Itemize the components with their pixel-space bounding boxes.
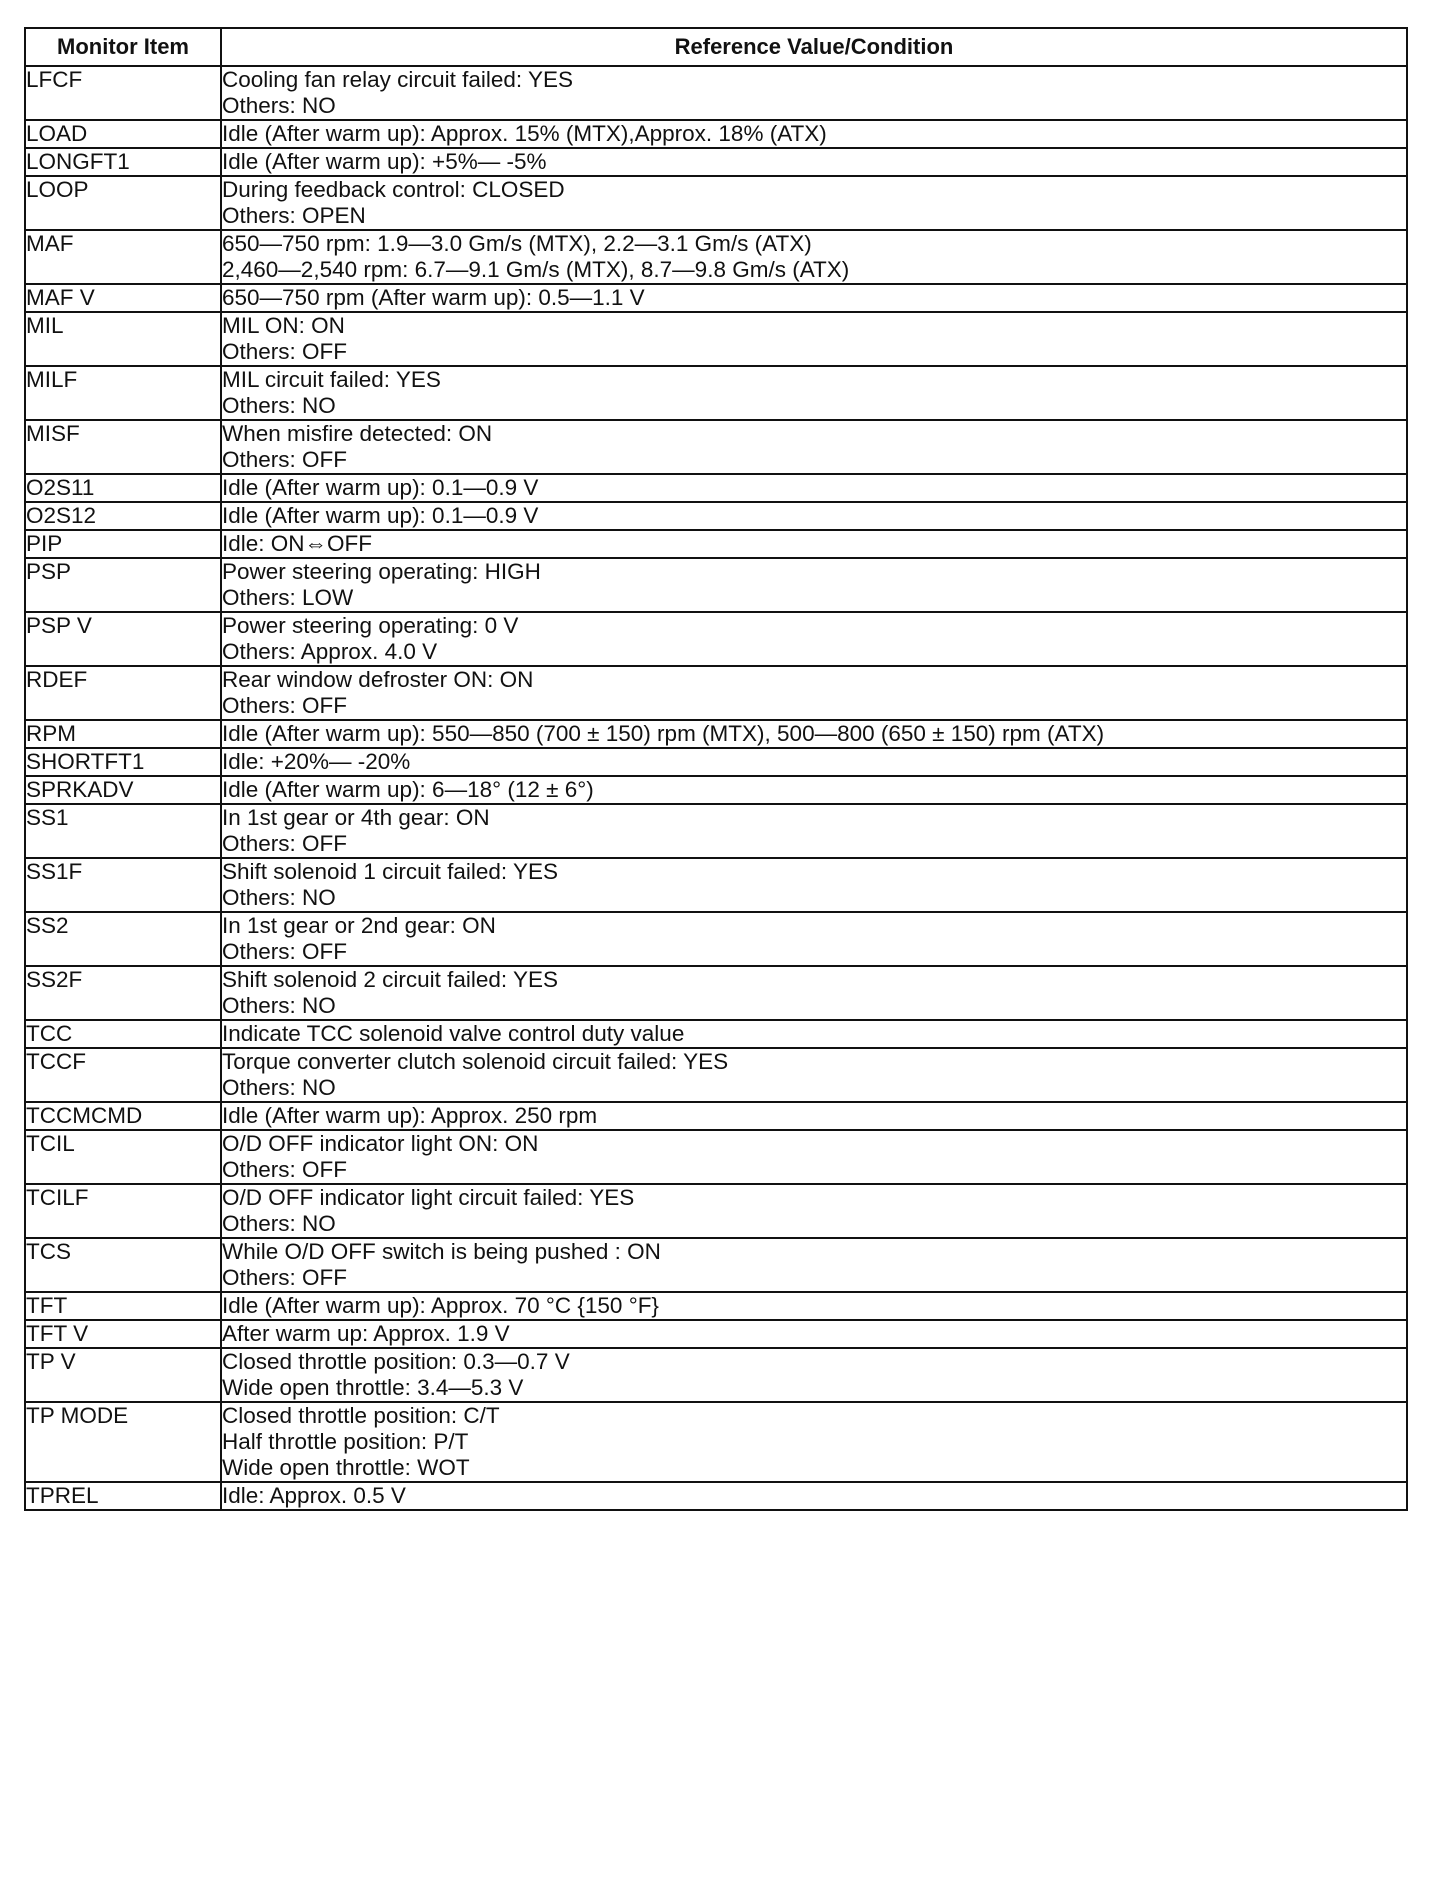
reference-value-line: Others: OFF <box>222 1157 348 1182</box>
table-row <box>25 612 1407 666</box>
reference-value-cell <box>221 66 1407 120</box>
table-row <box>25 1482 1407 1510</box>
reference-value-line: Wide open throttle: WOT <box>222 1455 470 1480</box>
monitor-item-cell: MILF <box>25 366 221 420</box>
reference-value-line: Wide open throttle: 3.4—5.3 V <box>222 1375 524 1400</box>
monitor-item-cell: TFT V <box>25 1320 221 1348</box>
reference-value-line: Idle: +20%— -20% <box>222 749 411 774</box>
reference-value-line: Idle (After warm up): Approx. 70 °C {150 °F} <box>222 1293 659 1318</box>
reference-value-line: Others: NO <box>222 1211 336 1236</box>
reference-value-cell <box>221 1020 1407 1048</box>
reference-value-line: Others: LOW <box>222 585 354 610</box>
reference-value-cell <box>221 858 1407 912</box>
reference-value-line: Half throttle position: P/T <box>222 1429 469 1454</box>
header-reference-value: Reference Value/Condition <box>221 28 1407 66</box>
reference-value-line: In 1st gear or 4th gear: ON <box>222 805 490 830</box>
reference-value-cell <box>221 720 1407 748</box>
reference-value-line: O/D OFF indicator light ON: ON <box>222 1131 539 1156</box>
table-row <box>25 912 1407 966</box>
monitor-item-cell: O2S12 <box>25 502 221 530</box>
table-row <box>25 1402 1407 1482</box>
monitor-item-cell: TCCMCMD <box>25 1102 221 1130</box>
reference-value-line: Closed throttle position: C/T <box>222 1403 500 1428</box>
reference-value-line: While O/D OFF switch is being pushed : ON <box>222 1239 661 1264</box>
table-row <box>25 284 1407 312</box>
monitor-item-cell: TCIL <box>25 1130 221 1184</box>
reference-value-line: Others: OFF <box>222 831 348 856</box>
monitor-reference-table <box>24 27 1408 1511</box>
monitor-item-cell: TP V <box>25 1348 221 1402</box>
reference-value-cell <box>221 776 1407 804</box>
reference-value-line: Others: OFF <box>222 939 348 964</box>
reference-value-line: Idle (After warm up): 0.1—0.9 V <box>222 475 539 500</box>
reference-value-cell <box>221 966 1407 1020</box>
monitor-item-cell: TPREL <box>25 1482 221 1510</box>
reference-value-line: Others: NO <box>222 885 336 910</box>
table-row <box>25 1020 1407 1048</box>
reference-value-line: When misfire detected: ON <box>222 421 493 446</box>
reference-value-cell <box>221 748 1407 776</box>
reference-value-line: Idle: ON⇔OFF <box>222 531 373 556</box>
reference-value-line: 650—750 rpm: 1.9—3.0 Gm/s (MTX), 2.2—3.1 Gm/s (ATX) <box>222 231 812 256</box>
reference-value-line: Idle (After warm up): Approx. 250 rpm <box>222 1103 598 1128</box>
reference-value-cell <box>221 1348 1407 1402</box>
table-row <box>25 1320 1407 1348</box>
reference-value-cell <box>221 366 1407 420</box>
reference-value-line: Torque converter clutch solenoid circuit failed: YES <box>222 1049 729 1074</box>
monitor-item-cell: SS2F <box>25 966 221 1020</box>
table-row <box>25 720 1407 748</box>
reference-value-cell <box>221 1102 1407 1130</box>
reference-value-line: MIL ON: ON <box>222 313 345 338</box>
reference-value-line: O/D OFF indicator light circuit failed: YES <box>222 1185 635 1210</box>
monitor-item-cell: SHORTFT1 <box>25 748 221 776</box>
table-row <box>25 1348 1407 1402</box>
reference-value-cell <box>221 1292 1407 1320</box>
table-row <box>25 858 1407 912</box>
monitor-item-cell: SS1 <box>25 804 221 858</box>
monitor-item-cell: O2S11 <box>25 474 221 502</box>
table-row <box>25 530 1407 558</box>
monitor-item-cell: MAF V <box>25 284 221 312</box>
table-row <box>25 776 1407 804</box>
table-row <box>25 1238 1407 1292</box>
monitor-item-cell: SPRKADV <box>25 776 221 804</box>
reference-value-cell <box>221 176 1407 230</box>
reference-value-line: In 1st gear or 2nd gear: ON <box>222 913 496 938</box>
table-row <box>25 312 1407 366</box>
table-row <box>25 366 1407 420</box>
monitor-item-cell: SS2 <box>25 912 221 966</box>
monitor-item-cell: TFT <box>25 1292 221 1320</box>
reference-value-line: Idle (After warm up): Approx. 15% (MTX),Approx. 18% (ATX) <box>222 121 827 146</box>
table-row <box>25 1292 1407 1320</box>
reference-value-cell <box>221 1238 1407 1292</box>
reference-value-cell <box>221 558 1407 612</box>
reference-value-cell <box>221 612 1407 666</box>
reference-value-line: Power steering operating: 0 V <box>222 613 519 638</box>
reference-value-cell <box>221 120 1407 148</box>
table-body <box>25 66 1407 1510</box>
reference-value-line: Others: OFF <box>222 1265 348 1290</box>
reference-value-cell <box>221 474 1407 502</box>
reference-value-line: Others: Approx. 4.0 V <box>222 639 438 664</box>
reference-value-line: Others: NO <box>222 93 336 118</box>
table-row <box>25 502 1407 530</box>
monitor-item-cell: TP MODE <box>25 1402 221 1482</box>
table-row <box>25 176 1407 230</box>
monitor-item-cell: MIL <box>25 312 221 366</box>
reference-value-line: Cooling fan relay circuit failed: YES <box>222 67 574 92</box>
reference-value-line: Idle (After warm up): 0.1—0.9 V <box>222 503 539 528</box>
table-row <box>25 1102 1407 1130</box>
table-row <box>25 1130 1407 1184</box>
table-row <box>25 66 1407 120</box>
table-row <box>25 966 1407 1020</box>
reference-value-line: Idle (After warm up): 550—850 (700 ± 150) rpm (MTX), 500—800 (650 ± 150) rpm (ATX) <box>222 721 1105 746</box>
reference-value-line: Shift solenoid 2 circuit failed: YES <box>222 967 559 992</box>
reference-value-line: Others: OFF <box>222 447 348 472</box>
table-row <box>25 666 1407 720</box>
monitor-item-cell: MAF <box>25 230 221 284</box>
reference-value-cell <box>221 530 1407 558</box>
header-monitor-item: Monitor Item <box>25 28 221 66</box>
reference-value-line: After warm up: Approx. 1.9 V <box>222 1321 510 1346</box>
monitor-item-cell: LFCF <box>25 66 221 120</box>
table-row <box>25 120 1407 148</box>
table-row <box>25 1048 1407 1102</box>
reference-value-line: Idle (After warm up): +5%— -5% <box>222 149 547 174</box>
monitor-item-cell: PSP V <box>25 612 221 666</box>
reference-value-cell <box>221 1402 1407 1482</box>
reference-value-cell <box>221 1130 1407 1184</box>
table-row <box>25 804 1407 858</box>
reference-value-line: Others: OFF <box>222 693 348 718</box>
table-row <box>25 748 1407 776</box>
reference-value-line: Shift solenoid 1 circuit failed: YES <box>222 859 559 884</box>
monitor-item-cell: TCCF <box>25 1048 221 1102</box>
monitor-item-cell: PSP <box>25 558 221 612</box>
monitor-item-cell: TCC <box>25 1020 221 1048</box>
monitor-item-cell: SS1F <box>25 858 221 912</box>
reference-value-line: Others: OPEN <box>222 203 366 228</box>
reference-value-cell <box>221 1048 1407 1102</box>
monitor-item-cell: TCILF <box>25 1184 221 1238</box>
table-row <box>25 420 1407 474</box>
reference-value-cell <box>221 1184 1407 1238</box>
table-row <box>25 558 1407 612</box>
monitor-reference-document <box>24 27 1406 1511</box>
reference-value-cell <box>221 230 1407 284</box>
reference-value-cell <box>221 1320 1407 1348</box>
reference-value-cell <box>221 312 1407 366</box>
reference-value-line: Indicate TCC solenoid valve control duty value <box>222 1021 685 1046</box>
monitor-item-cell: TCS <box>25 1238 221 1292</box>
monitor-item-cell: PIP <box>25 530 221 558</box>
reference-value-cell <box>221 1482 1407 1510</box>
reference-value-line: Rear window defroster ON: ON <box>222 667 534 692</box>
reference-value-cell <box>221 148 1407 176</box>
reference-value-cell <box>221 666 1407 720</box>
table-row <box>25 148 1407 176</box>
monitor-item-cell: LOOP <box>25 176 221 230</box>
table-row <box>25 1184 1407 1238</box>
reference-value-cell <box>221 420 1407 474</box>
reference-value-line: Idle (After warm up): 6—18° (12 ± 6°) <box>222 777 594 802</box>
reference-value-cell <box>221 912 1407 966</box>
monitor-item-cell: LOAD <box>25 120 221 148</box>
monitor-item-cell: MISF <box>25 420 221 474</box>
monitor-item-cell: LONGFT1 <box>25 148 221 176</box>
reference-value-line: Others: OFF <box>222 339 348 364</box>
table-row <box>25 474 1407 502</box>
table-header-row <box>25 28 1407 66</box>
reference-value-line: MIL circuit failed: YES <box>222 367 441 392</box>
reference-value-line: Others: NO <box>222 1075 336 1100</box>
reference-value-cell <box>221 284 1407 312</box>
monitor-item-cell: RPM <box>25 720 221 748</box>
table-row <box>25 230 1407 284</box>
reference-value-line: Closed throttle position: 0.3—0.7 V <box>222 1349 570 1374</box>
reference-value-cell <box>221 502 1407 530</box>
reference-value-line: Others: NO <box>222 393 336 418</box>
reference-value-line: Power steering operating: HIGH <box>222 559 541 584</box>
reference-value-line: During feedback control: CLOSED <box>222 177 565 202</box>
reference-value-cell <box>221 804 1407 858</box>
reference-value-line: Others: NO <box>222 993 336 1018</box>
reference-value-line: Idle: Approx. 0.5 V <box>222 1483 406 1508</box>
monitor-item-cell: RDEF <box>25 666 221 720</box>
reference-value-line: 650—750 rpm (After warm up): 0.5—1.1 V <box>222 285 645 310</box>
reference-value-line: 2,460—2,540 rpm: 6.7—9.1 Gm/s (MTX), 8.7—9.8 Gm/s (ATX) <box>222 257 850 282</box>
